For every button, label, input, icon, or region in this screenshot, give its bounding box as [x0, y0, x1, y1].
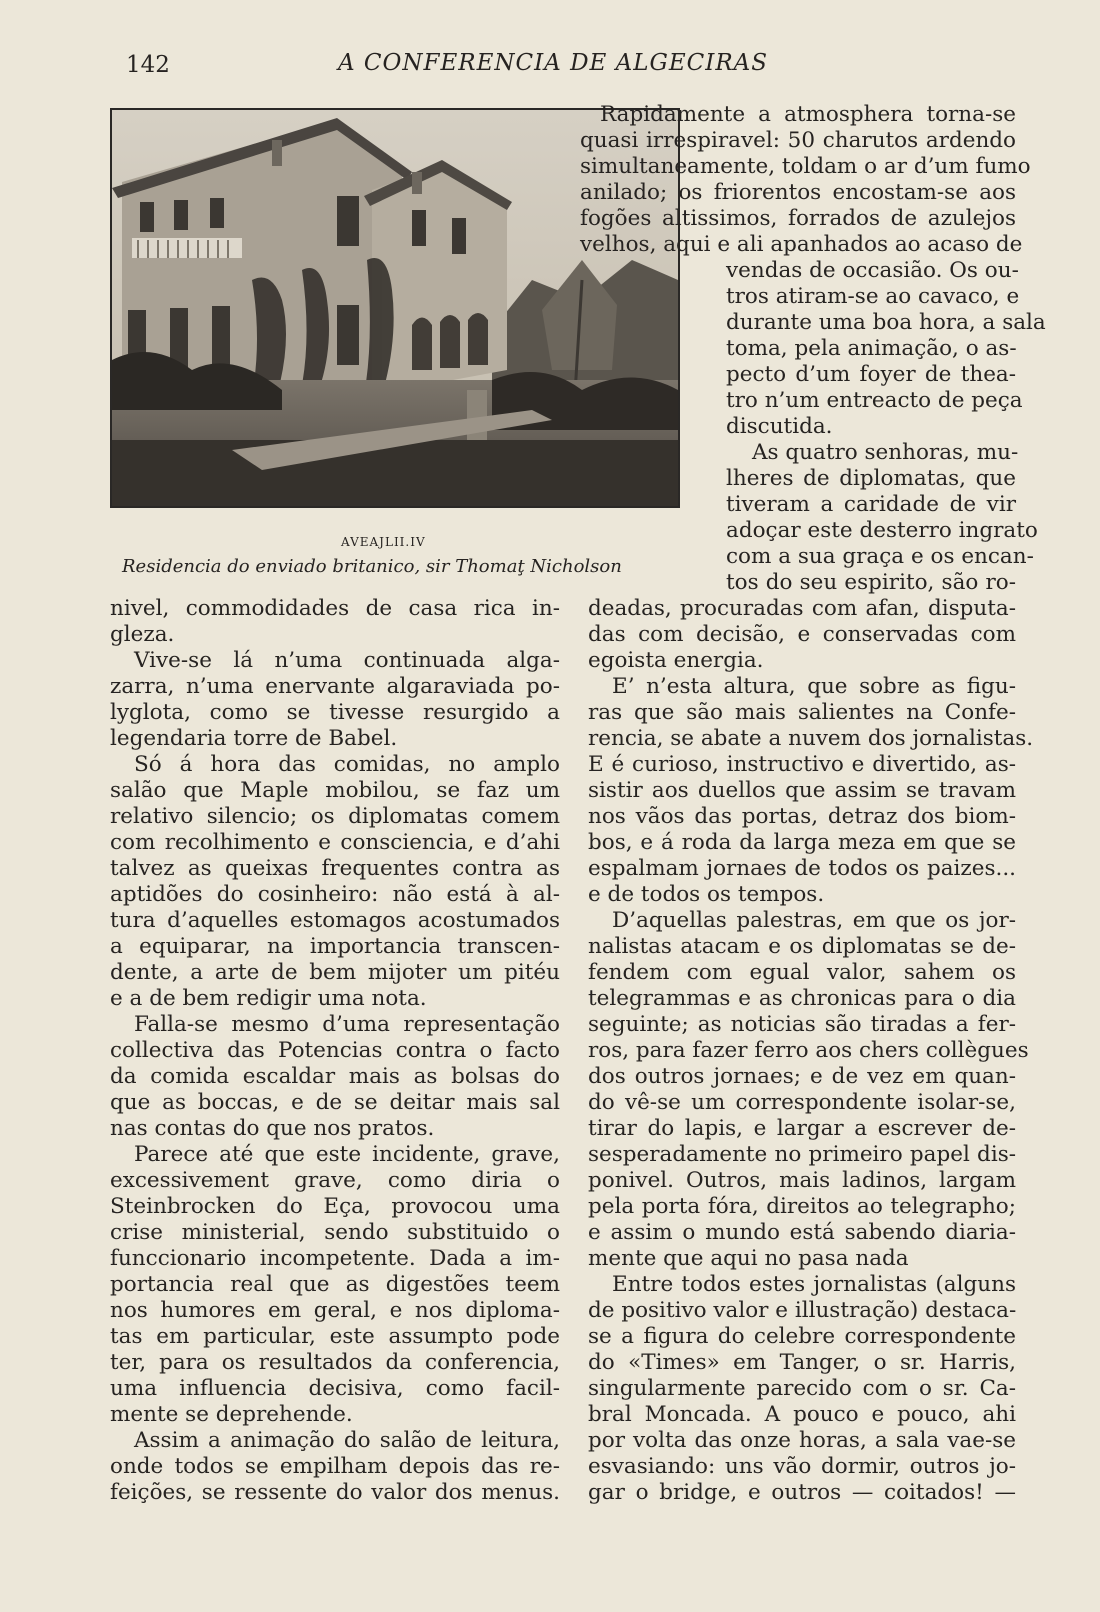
text-line: tirar do lapis, e largar a escrever de- — [588, 1116, 1016, 1141]
text-line: ponivel. Outros, mais ladinos, largam — [588, 1168, 1016, 1193]
text-line: a equiparar, na importancia transcen- — [110, 934, 560, 959]
text-line: fendem com egual valor, sahem os — [588, 960, 1016, 985]
text-line: talvez as queixas frequentes contra as — [110, 856, 560, 881]
text-line: das com decisão, e conservadas com — [588, 622, 1016, 647]
text-line: sesperadamente no primeiro papel dis- — [588, 1142, 1016, 1167]
text-line: com a sua graça e os encan- — [726, 544, 1034, 569]
text-line: Parece até que este incidente, grave, — [134, 1142, 560, 1167]
text-line: funccionario incompetente. Dada a im- — [110, 1246, 560, 1271]
text-line: tas em particular, este assumpto pode — [110, 1324, 560, 1349]
text-line: esvasiando: uns vão dormir, outros jo- — [588, 1454, 1016, 1479]
text-line: vendas de occasião. Os ou- — [726, 258, 1019, 283]
text-line: nivel, commodidades de casa rica in- — [110, 596, 560, 621]
text-line: durante uma boa hora, a sala — [726, 310, 1046, 335]
text-line: da comida escaldar mais as bolsas do — [110, 1064, 560, 1089]
text-line: do vê-se um correspondente isolar-se, — [588, 1090, 1016, 1115]
text-line: discutida. — [726, 414, 833, 439]
text-line: anilado; os friorentos encostam-se aos — [580, 180, 1016, 205]
text-line: que as boccas, e de se deitar mais sal — [110, 1090, 560, 1115]
text-line: e a de bem redigir uma nota. — [110, 986, 427, 1011]
text-line: telegrammas e as chronicas para o dia — [588, 986, 1016, 1011]
text-line: nas contas do que nos pratos. — [110, 1116, 435, 1141]
text-line: seguinte; as noticias são tiradas a fer- — [588, 1012, 1016, 1037]
text-line: Assim a animação do salão de leitura, — [134, 1428, 560, 1453]
text-line: tura d’aquelles estomagos acostumados — [110, 908, 560, 933]
running-title: A CONFERENCIA DE ALGECIRAS — [338, 50, 769, 76]
text-line: feições, se ressente do valor dos menus. — [110, 1480, 560, 1505]
text-line: onde todos se empilham depois das re- — [110, 1454, 560, 1479]
text-line: mente se deprehende. — [110, 1402, 353, 1427]
text-line: crise ministerial, sendo substituido o — [110, 1220, 560, 1245]
page-number: 142 — [126, 52, 170, 78]
text-line: gleza. — [110, 622, 175, 647]
text-line: uma influencia decisiva, como facil- — [110, 1376, 560, 1401]
text-line: por volta das onze horas, a sala vae-se — [588, 1428, 1016, 1453]
text-line: Rapidamente a atmosphera torna-se — [600, 102, 1016, 127]
text-line: tos do seu espirito, são ro- — [726, 570, 1016, 595]
text-line: tros atiram-se ao cavaco, e — [726, 284, 1020, 309]
text-line: Só á hora das comidas, no amplo — [134, 752, 560, 777]
figure-label: AVEAJLII.IV — [341, 535, 426, 549]
text-line: excessivement grave, como diria o — [110, 1168, 560, 1193]
text-line: ter, para os resultados da conferencia, — [110, 1350, 560, 1375]
text-line: e assim o mundo está sabendo diaria- — [588, 1220, 1016, 1245]
text-line: se a figura do celebre correspondente — [588, 1324, 1016, 1349]
text-line: toma, pela animação, o as- — [726, 336, 1017, 361]
text-line: sistir aos duellos que assim se travam — [588, 778, 1016, 803]
text-line: pela porta fóra, direitos ao telegrapho; — [588, 1194, 1016, 1219]
text-line: As quatro senhoras, mu- — [752, 440, 1019, 465]
text-line: gar o bridge, e outros — coitados! — — [588, 1480, 1016, 1505]
text-line: legendaria torre de Babel. — [110, 726, 398, 751]
text-line: adoçar este desterro ingrato — [726, 518, 1038, 543]
text-line: e de todos os tempos. — [588, 882, 825, 907]
text-line: velhos, aqui e ali apanhados ao acaso de — [580, 232, 1023, 257]
text-line: de positivo valor e illustração) destaca- — [588, 1298, 1017, 1323]
text-line: ras que são mais salientes na Confe- — [588, 700, 1016, 725]
text-line: E’ n’esta altura, que sobre as figu- — [612, 674, 1016, 699]
text-line: lheres de diplomatas, que — [726, 466, 1016, 491]
text-line: tro n’um entreacto de peça — [726, 388, 1023, 413]
text-line: simultaneamente, toldam o ar d’um fumo — [580, 154, 1031, 179]
text-line: bos, e á roda da larga meza em que se — [588, 830, 1016, 855]
text-line: espalmam jornaes de todos os paizes... — [588, 856, 1016, 881]
text-line: nalistas atacam e os diplomatas se de- — [588, 934, 1016, 959]
figure-caption: Residencia do enviado britanico, sir Thomaţ Nicholson — [122, 556, 622, 577]
text-line: nos humores em geral, e nos diploma- — [110, 1298, 560, 1323]
text-line: dente, a arte de bem mijoter um pitéu — [110, 960, 560, 985]
text-line: portancia real que as digestões teem — [110, 1272, 560, 1297]
text-line: singularmente parecido com o sr. Ca- — [588, 1376, 1016, 1401]
text-line: aptidões do cosinheiro: não está à al- — [110, 882, 560, 907]
text-line: rencia, se abate a nuvem dos jornalistas. — [588, 726, 1034, 751]
text-line: fogões altissimos, forrados de azulejos — [580, 206, 1016, 231]
text-line: Entre todos estes jornalistas (alguns — [612, 1272, 1016, 1297]
text-line: bral Moncada. A pouco e pouco, ahi — [588, 1402, 1016, 1427]
text-line: do «Times» em Tanger, o sr. Harris, — [588, 1350, 1016, 1375]
text-line: salão que Maple mobilou, se faz um — [110, 778, 560, 803]
text-line: E é curioso, instructivo e divertido, as- — [588, 752, 1016, 777]
text-line: com recolhimento e consciencia, e d’ahi — [110, 830, 560, 855]
text-line: Falla-se mesmo d’uma representação — [134, 1012, 560, 1037]
text-line: tiveram a caridade de vir — [726, 492, 1016, 517]
text-line: Steinbrocken do Eça, provocou uma — [110, 1194, 560, 1219]
text-line: pecto d’um foyer de thea- — [726, 362, 1016, 387]
text-line: D’aquellas palestras, em que os jor- — [612, 908, 1016, 933]
text-line: deadas, procuradas com afan, disputa- — [588, 596, 1016, 621]
text-line: quasi irrespiravel: 50 charutos ardendo — [580, 128, 1016, 153]
text-line: relativo silencio; os diplomatas comem — [110, 804, 560, 829]
text-line: collectiva das Potencias contra o facto — [110, 1038, 560, 1063]
text-line: dos outros jornaes; e de vez em quan- — [588, 1064, 1016, 1089]
text-line: mente que aqui no pasa nada — [588, 1246, 909, 1271]
text-line: ros, para fazer ferro aos chers collègues — [588, 1038, 1029, 1063]
text-line: nos vãos das portas, detraz dos biom- — [588, 804, 1016, 829]
text-line: lyglota, como se tivesse resurgido a — [110, 700, 560, 725]
text-line: egoista energia. — [588, 648, 764, 673]
text-line: zarra, n’uma enervante algaraviada po- — [110, 674, 560, 699]
text-line: Vive-se lá n’uma continuada alga- — [134, 648, 560, 673]
